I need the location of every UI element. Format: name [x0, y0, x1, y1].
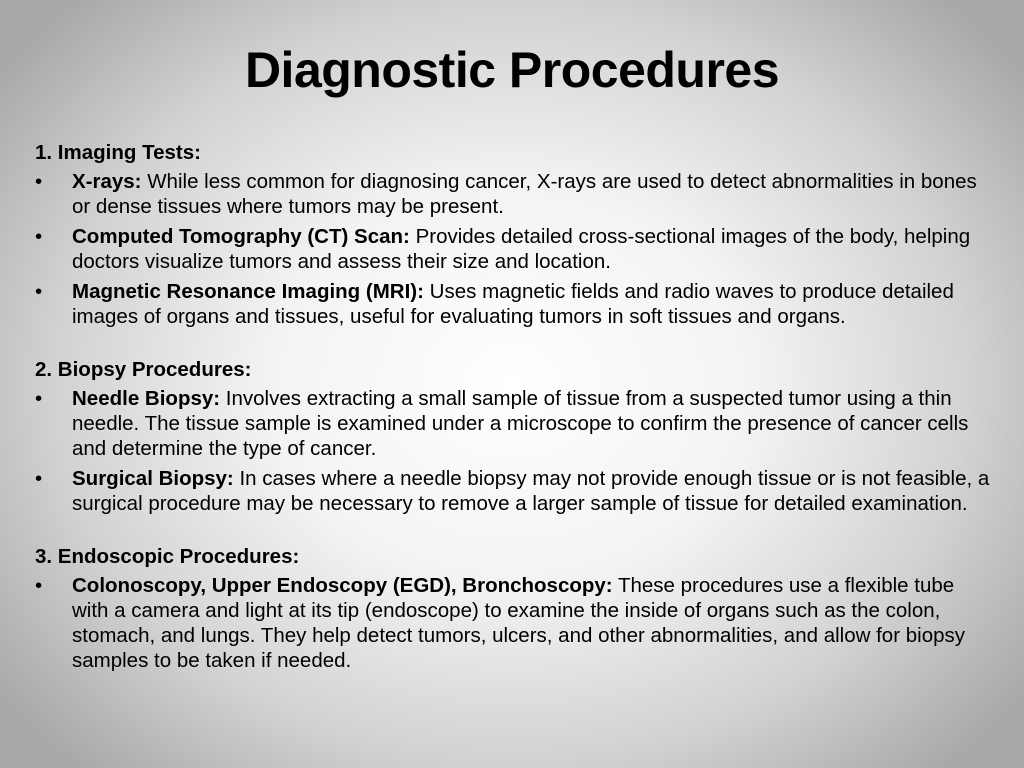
- bullet-icon: •: [35, 225, 43, 248]
- item-term: X-rays:: [72, 170, 142, 193]
- bullet-icon: •: [35, 467, 43, 490]
- slide-title: Diagnostic Procedures: [244, 42, 780, 98]
- list-item: [35, 279, 995, 329]
- slide-content: [35, 140, 995, 678]
- item-term: Needle Biopsy:: [72, 387, 221, 410]
- bullet-list: [35, 573, 995, 673]
- list-item: [35, 573, 995, 673]
- item-term: Colonoscopy, Upper Endoscopy (EGD), Bronchoscopy:: [72, 574, 613, 597]
- section-imaging-tests: [35, 140, 995, 329]
- section-heading: 1. Imaging Tests:: [35, 141, 201, 164]
- item-term: Computed Tomography (CT) Scan:: [72, 225, 410, 248]
- item-text: Uses magnetic fields and radio waves to produce detailed images of organs and tissues, useful for evaluating tumors in soft tissues and organs.: [72, 280, 954, 328]
- item-text: In cases where a needle biopsy may not provide enough tissue or is not feasible, a surgical procedure may be necessary to remove a larger sample of tissue for detailed examination.: [72, 467, 990, 515]
- section-biopsy-procedures: [35, 357, 995, 516]
- bullet-list: [35, 169, 995, 329]
- bullet-list: [35, 386, 995, 516]
- bullet-icon: •: [35, 574, 43, 597]
- item-text: While less common for diagnosing cancer, X-rays are used to detect abnormalities in bones or dense tissues where tumors may be present.: [72, 170, 977, 218]
- item-text: Provides detailed cross-sectional images of the body, helping doctors visualize tumors and assess their size and location.: [72, 225, 971, 273]
- section-heading: 3. Endoscopic Procedures:: [35, 545, 300, 568]
- list-item: [35, 169, 995, 219]
- list-item: [35, 386, 995, 461]
- section-endoscopic-procedures: [35, 544, 995, 673]
- list-item: [35, 466, 995, 516]
- bullet-icon: •: [35, 170, 43, 193]
- bullet-icon: •: [35, 280, 43, 303]
- item-text: These procedures use a flexible tube with a camera and light at its tip (endoscope) to examine the inside of organs such as the colon, stomach, and lungs. They help detect tumors, ulcers, and other abnormalities, and allow for biopsy samples to be taken if needed.: [72, 574, 965, 672]
- section-heading: 2. Biopsy Procedures:: [35, 358, 252, 381]
- item-term: Surgical Biopsy:: [72, 467, 234, 490]
- item-term: Magnetic Resonance Imaging (MRI):: [72, 280, 424, 303]
- list-item: [35, 224, 995, 274]
- bullet-icon: •: [35, 387, 43, 410]
- item-text: Involves extracting a small sample of tissue from a suspected tumor using a thin needle. The tissue sample is examined under a microscope to confirm the presence of cancer cells and determine the type of cancer.: [72, 387, 969, 460]
